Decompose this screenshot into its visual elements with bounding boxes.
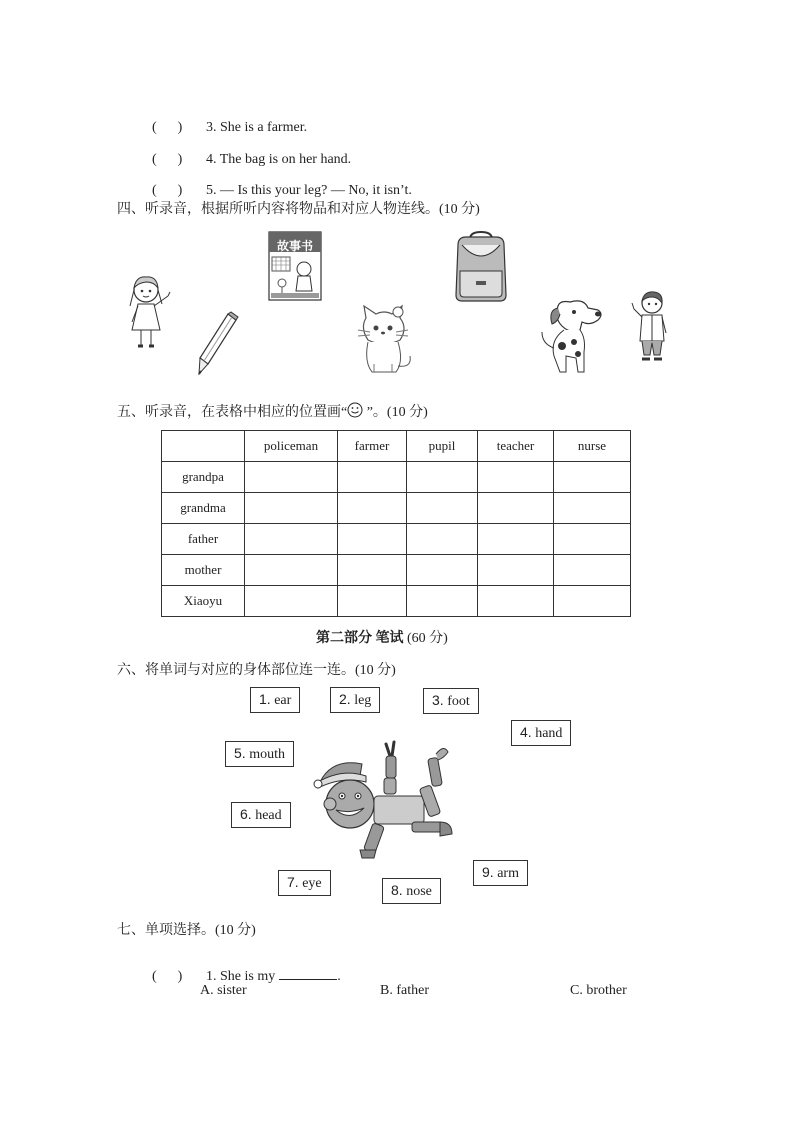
section-5-title: 五、听录音，在表格中相应的位置画“ ”。(10 分)	[117, 401, 428, 421]
option-c[interactable]: C. brother	[570, 983, 627, 998]
row-label: grandpa	[162, 462, 245, 493]
answer-cell[interactable]	[407, 586, 478, 617]
table-header-row	[162, 431, 631, 462]
answer-cell[interactable]	[338, 524, 407, 555]
answer-paren[interactable]: (	[152, 120, 157, 135]
table-header-cell: farmer	[338, 431, 407, 462]
table-row	[162, 462, 631, 493]
answer-cell[interactable]	[407, 524, 478, 555]
question-text: 4. The bag is on her hand.	[206, 152, 352, 167]
word-card-foot[interactable]: 3. foot	[423, 688, 479, 714]
answer-cell[interactable]	[478, 493, 554, 524]
word-card-arm[interactable]: 9. arm	[473, 860, 528, 886]
section-6-title: 六、将单词与对应的身体部位连一连。(10 分)	[117, 663, 396, 678]
answer-cell[interactable]	[407, 555, 478, 586]
answer-paren[interactable]: (	[152, 152, 157, 167]
answer-paren[interactable]: (	[152, 969, 157, 984]
table-header-cell: pupil	[407, 431, 478, 462]
answer-cell[interactable]	[478, 586, 554, 617]
puppet-figure-illustration	[312, 738, 466, 860]
answer-cell[interactable]	[554, 555, 631, 586]
section-7-title: 七、单项选择。(10 分)	[117, 923, 256, 938]
question-text: 5. — Is this your leg? — No, it isn’t.	[206, 183, 412, 198]
answer-cell[interactable]	[407, 493, 478, 524]
answer-cell[interactable]	[407, 462, 478, 493]
option-b[interactable]: B. father	[380, 983, 429, 998]
answer-cell[interactable]	[554, 462, 631, 493]
answer-cell[interactable]	[554, 493, 631, 524]
schoolbag-illustration[interactable]	[452, 231, 510, 303]
table-row	[162, 524, 631, 555]
answer-cell[interactable]	[245, 555, 338, 586]
answer-cell[interactable]	[478, 462, 554, 493]
answer-cell[interactable]	[554, 586, 631, 617]
answer-cell[interactable]	[554, 524, 631, 555]
table-header-cell: nurse	[554, 431, 631, 462]
storybook-label: 故事书	[276, 239, 313, 253]
girl-illustration[interactable]	[124, 272, 174, 354]
answer-cell[interactable]	[478, 555, 554, 586]
question-7-1: ( ) 1. She is my .	[152, 969, 341, 984]
answer-cell[interactable]	[338, 555, 407, 586]
answer-cell[interactable]	[338, 462, 407, 493]
answer-table	[161, 430, 631, 617]
question-5: ( ) 5. — Is this your leg? — No, it isn’t.	[152, 183, 412, 198]
row-label: father	[162, 524, 245, 555]
table-row	[162, 586, 631, 617]
row-label: grandma	[162, 493, 245, 524]
table-header-cell	[162, 431, 245, 462]
part-2-title: 第二部分 笔试 (60 分)	[316, 630, 448, 646]
table-header-cell: teacher	[478, 431, 554, 462]
word-card-nose[interactable]: 8. nose	[382, 878, 441, 904]
word-card-eye[interactable]: 7. eye	[278, 870, 331, 896]
word-card-hand[interactable]: 4. hand	[511, 720, 571, 746]
pencil-illustration[interactable]	[196, 312, 240, 376]
word-card-head[interactable]: 6. head	[231, 802, 291, 828]
answer-cell[interactable]	[478, 524, 554, 555]
smiley-icon	[347, 402, 363, 418]
table-row	[162, 555, 631, 586]
word-card-ear[interactable]: 1. ear	[250, 687, 300, 713]
table-row	[162, 493, 631, 524]
cat-illustration[interactable]	[352, 306, 416, 376]
answer-cell[interactable]	[338, 586, 407, 617]
option-a[interactable]: A. sister	[200, 983, 247, 998]
row-label: Xiaoyu	[162, 586, 245, 617]
dog-illustration[interactable]	[540, 300, 604, 374]
table-header-cell: policeman	[245, 431, 338, 462]
boy-illustration[interactable]	[630, 289, 670, 365]
word-card-mouth[interactable]: 5. mouth	[225, 741, 294, 767]
question-text: 3. She is a farmer.	[206, 120, 308, 135]
question-3: ( ) 3. She is a farmer.	[152, 120, 308, 135]
row-label: mother	[162, 555, 245, 586]
answer-cell[interactable]	[245, 524, 338, 555]
answer-cell[interactable]	[245, 462, 338, 493]
answer-paren[interactable]: (	[152, 183, 157, 198]
answer-blank[interactable]	[279, 967, 337, 980]
section-4-title: 四、听录音，根据所听内容将物品和对应人物连线。(10 分)	[117, 202, 480, 217]
question-4: ( ) 4. The bag is on her hand.	[152, 152, 352, 167]
question-text: 1. She is my	[206, 969, 276, 984]
answer-cell[interactable]	[338, 493, 407, 524]
answer-cell[interactable]	[245, 586, 338, 617]
answer-cell[interactable]	[245, 493, 338, 524]
word-card-leg[interactable]: 2. leg	[330, 687, 380, 713]
